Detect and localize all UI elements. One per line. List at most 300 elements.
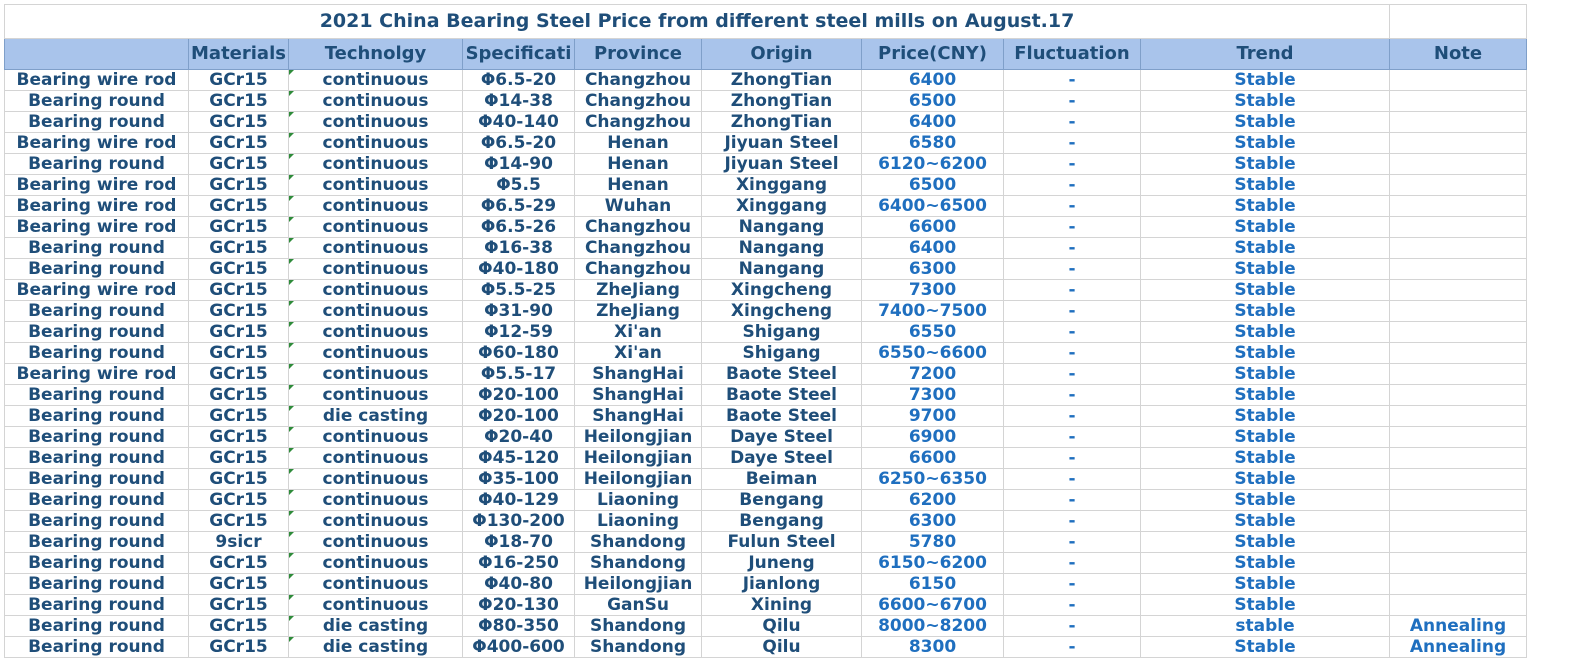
material-cell[interactable]: GCr15 xyxy=(189,217,289,238)
note-cell[interactable] xyxy=(1390,280,1527,301)
price-cell[interactable]: 6120~6200 xyxy=(862,154,1004,175)
technology-cell[interactable]: die casting xyxy=(289,406,463,427)
province-cell[interactable]: Changzhou xyxy=(575,238,702,259)
price-cell[interactable]: 8300 xyxy=(862,637,1004,658)
fluctuation-cell[interactable]: - xyxy=(1004,238,1141,259)
province-cell[interactable]: Heilongjian xyxy=(575,469,702,490)
material-cell[interactable]: GCr15 xyxy=(189,70,289,91)
specification-cell[interactable]: Φ400-600 xyxy=(463,637,575,658)
note-cell[interactable] xyxy=(1390,301,1527,322)
trend-cell[interactable]: Stable xyxy=(1141,343,1390,364)
province-cell[interactable]: Changzhou xyxy=(575,91,702,112)
province-cell[interactable]: Changzhou xyxy=(575,112,702,133)
technology-cell[interactable]: continuous xyxy=(289,595,463,616)
technology-cell[interactable]: continuous xyxy=(289,112,463,133)
material-cell[interactable]: GCr15 xyxy=(189,385,289,406)
province-cell[interactable]: Changzhou xyxy=(575,70,702,91)
trend-cell[interactable]: Stable xyxy=(1141,238,1390,259)
specification-cell[interactable]: Φ6.5-20 xyxy=(463,133,575,154)
technology-cell[interactable]: die casting xyxy=(289,637,463,658)
specification-cell[interactable]: Φ35-100 xyxy=(463,469,575,490)
origin-cell[interactable]: Baote Steel xyxy=(702,385,862,406)
material-cell[interactable]: GCr15 xyxy=(189,343,289,364)
technology-cell[interactable]: continuous xyxy=(289,490,463,511)
specification-cell[interactable]: Φ80-350 xyxy=(463,616,575,637)
technology-cell[interactable]: continuous xyxy=(289,385,463,406)
technology-cell[interactable]: continuous xyxy=(289,280,463,301)
technology-cell[interactable]: continuous xyxy=(289,217,463,238)
product-cell[interactable]: Bearing round xyxy=(5,490,189,511)
trend-cell[interactable]: Stable xyxy=(1141,112,1390,133)
province-cell[interactable]: Henan xyxy=(575,154,702,175)
province-cell[interactable]: Changzhou xyxy=(575,217,702,238)
specification-cell[interactable]: Φ20-130 xyxy=(463,595,575,616)
note-cell[interactable] xyxy=(1390,532,1527,553)
material-cell[interactable]: GCr15 xyxy=(189,301,289,322)
origin-cell[interactable]: Fulun Steel xyxy=(702,532,862,553)
specification-cell[interactable]: Φ130-200 xyxy=(463,511,575,532)
specification-cell[interactable]: Φ5.5-25 xyxy=(463,280,575,301)
trend-cell[interactable]: Stable xyxy=(1141,133,1390,154)
origin-cell[interactable]: Baote Steel xyxy=(702,364,862,385)
header-material[interactable]: Materials xyxy=(189,39,289,70)
price-cell[interactable]: 7400~7500 xyxy=(862,301,1004,322)
province-cell[interactable]: Shandong xyxy=(575,616,702,637)
trend-cell[interactable]: Stable xyxy=(1141,448,1390,469)
origin-cell[interactable]: Nangang xyxy=(702,238,862,259)
fluctuation-cell[interactable]: - xyxy=(1004,511,1141,532)
price-cell[interactable]: 6400 xyxy=(862,238,1004,259)
origin-cell[interactable]: Jiyuan Steel xyxy=(702,154,862,175)
material-cell[interactable]: GCr15 xyxy=(189,511,289,532)
price-cell[interactable]: 6600~6700 xyxy=(862,595,1004,616)
trend-cell[interactable]: stable xyxy=(1141,616,1390,637)
price-cell[interactable]: 6300 xyxy=(862,511,1004,532)
technology-cell[interactable]: continuous xyxy=(289,511,463,532)
trend-cell[interactable]: Stable xyxy=(1141,154,1390,175)
price-cell[interactable]: 6500 xyxy=(862,175,1004,196)
fluctuation-cell[interactable]: - xyxy=(1004,364,1141,385)
province-cell[interactable]: ZheJiang xyxy=(575,280,702,301)
note-cell[interactable] xyxy=(1390,574,1527,595)
trend-cell[interactable]: Stable xyxy=(1141,364,1390,385)
origin-cell[interactable]: Qilu xyxy=(702,616,862,637)
trend-cell[interactable]: Stable xyxy=(1141,91,1390,112)
technology-cell[interactable]: continuous xyxy=(289,91,463,112)
material-cell[interactable]: GCr15 xyxy=(189,133,289,154)
product-cell[interactable]: Bearing round xyxy=(5,91,189,112)
origin-cell[interactable]: ZhongTian xyxy=(702,112,862,133)
technology-cell[interactable]: continuous xyxy=(289,574,463,595)
note-cell[interactable] xyxy=(1390,511,1527,532)
technology-cell[interactable]: continuous xyxy=(289,70,463,91)
province-cell[interactable]: Heilongjian xyxy=(575,427,702,448)
price-cell[interactable]: 7300 xyxy=(862,280,1004,301)
technology-cell[interactable]: continuous xyxy=(289,448,463,469)
fluctuation-cell[interactable]: - xyxy=(1004,448,1141,469)
origin-cell[interactable]: Jiyuan Steel xyxy=(702,133,862,154)
specification-cell[interactable]: Φ12-59 xyxy=(463,322,575,343)
product-cell[interactable]: Bearing round xyxy=(5,448,189,469)
specification-cell[interactable]: Φ5.5-17 xyxy=(463,364,575,385)
header-product[interactable] xyxy=(5,39,189,70)
note-cell[interactable] xyxy=(1390,385,1527,406)
trend-cell[interactable]: Stable xyxy=(1141,322,1390,343)
origin-cell[interactable]: Juneng xyxy=(702,553,862,574)
technology-cell[interactable]: continuous xyxy=(289,322,463,343)
price-cell[interactable]: 6400 xyxy=(862,112,1004,133)
product-cell[interactable]: Bearing round xyxy=(5,259,189,280)
product-cell[interactable]: Bearing round xyxy=(5,427,189,448)
price-cell[interactable]: 5780 xyxy=(862,532,1004,553)
technology-cell[interactable]: continuous xyxy=(289,364,463,385)
note-cell[interactable] xyxy=(1390,91,1527,112)
fluctuation-cell[interactable]: - xyxy=(1004,406,1141,427)
material-cell[interactable]: GCr15 xyxy=(189,364,289,385)
header-trend[interactable]: Trend xyxy=(1141,39,1390,70)
fluctuation-cell[interactable]: - xyxy=(1004,637,1141,658)
material-cell[interactable]: GCr15 xyxy=(189,196,289,217)
province-cell[interactable]: Xi'an xyxy=(575,322,702,343)
table-row xyxy=(5,490,1527,511)
material-cell[interactable]: GCr15 xyxy=(189,406,289,427)
technology-cell[interactable]: continuous xyxy=(289,469,463,490)
origin-cell[interactable]: Xinggang xyxy=(702,175,862,196)
product-cell[interactable]: Bearing round xyxy=(5,574,189,595)
material-cell[interactable]: GCr15 xyxy=(189,427,289,448)
technology-cell[interactable]: continuous xyxy=(289,259,463,280)
specification-cell[interactable]: Φ6.5-26 xyxy=(463,217,575,238)
product-cell[interactable]: Bearing round xyxy=(5,469,189,490)
origin-cell[interactable]: Xingcheng xyxy=(702,301,862,322)
province-cell[interactable]: Shandong xyxy=(575,532,702,553)
province-cell[interactable]: Henan xyxy=(575,133,702,154)
specification-cell[interactable]: Φ14-90 xyxy=(463,154,575,175)
product-cell[interactable]: Bearing round xyxy=(5,637,189,658)
note-cell[interactable] xyxy=(1390,469,1527,490)
note-cell[interactable] xyxy=(1390,343,1527,364)
trend-cell[interactable]: Stable xyxy=(1141,469,1390,490)
specification-cell[interactable]: Φ45-120 xyxy=(463,448,575,469)
product-cell[interactable]: Bearing wire rod xyxy=(5,217,189,238)
origin-cell[interactable]: Daye Steel xyxy=(702,448,862,469)
price-cell[interactable]: 6600 xyxy=(862,217,1004,238)
fluctuation-cell[interactable]: - xyxy=(1004,343,1141,364)
material-cell[interactable]: GCr15 xyxy=(189,112,289,133)
note-cell[interactable] xyxy=(1390,154,1527,175)
trend-cell[interactable]: Stable xyxy=(1141,595,1390,616)
trend-cell[interactable]: Stable xyxy=(1141,511,1390,532)
price-cell[interactable]: 6150~6200 xyxy=(862,553,1004,574)
sheet-title[interactable]: 2021 China Bearing Steel Price from different steel mills on August.17 xyxy=(5,5,1390,39)
price-cell[interactable]: 6600 xyxy=(862,448,1004,469)
specification-cell[interactable]: Φ20-100 xyxy=(463,385,575,406)
product-cell[interactable]: Bearing round xyxy=(5,511,189,532)
table-row xyxy=(5,553,1527,574)
origin-cell[interactable]: Shigang xyxy=(702,322,862,343)
fluctuation-cell[interactable]: - xyxy=(1004,70,1141,91)
technology-cell[interactable]: continuous xyxy=(289,196,463,217)
note-cell[interactable] xyxy=(1390,70,1527,91)
province-cell[interactable]: Heilongjian xyxy=(575,448,702,469)
specification-cell[interactable]: Φ40-80 xyxy=(463,574,575,595)
table-row xyxy=(5,301,1527,322)
product-cell[interactable]: Bearing round xyxy=(5,154,189,175)
price-cell[interactable]: 6150 xyxy=(862,574,1004,595)
price-cell[interactable]: 9700 xyxy=(862,406,1004,427)
product-cell[interactable]: Bearing round xyxy=(5,532,189,553)
product-cell[interactable]: Bearing wire rod xyxy=(5,70,189,91)
note-cell[interactable] xyxy=(1390,427,1527,448)
note-cell[interactable] xyxy=(1390,259,1527,280)
trend-cell[interactable]: Stable xyxy=(1141,301,1390,322)
material-cell[interactable]: GCr15 xyxy=(189,490,289,511)
product-cell[interactable]: Bearing round xyxy=(5,238,189,259)
price-cell[interactable]: 6900 xyxy=(862,427,1004,448)
origin-cell[interactable]: Qilu xyxy=(702,637,862,658)
product-cell[interactable]: Bearing wire rod xyxy=(5,175,189,196)
trend-cell[interactable]: Stable xyxy=(1141,490,1390,511)
origin-cell[interactable]: Shigang xyxy=(702,343,862,364)
fluctuation-cell[interactable]: - xyxy=(1004,490,1141,511)
technology-cell[interactable]: die casting xyxy=(289,616,463,637)
specification-cell[interactable]: Φ40-129 xyxy=(463,490,575,511)
product-cell[interactable]: Bearing round xyxy=(5,301,189,322)
fluctuation-cell[interactable]: - xyxy=(1004,553,1141,574)
specification-cell[interactable]: Φ6.5-29 xyxy=(463,196,575,217)
table-row xyxy=(5,406,1527,427)
fluctuation-cell[interactable]: - xyxy=(1004,217,1141,238)
trend-cell[interactable]: Stable xyxy=(1141,280,1390,301)
trend-cell[interactable]: Stable xyxy=(1141,637,1390,658)
fluctuation-cell[interactable]: - xyxy=(1004,385,1141,406)
price-cell[interactable]: 6400~6500 xyxy=(862,196,1004,217)
header-specification[interactable]: Specificati xyxy=(463,39,575,70)
province-cell[interactable]: ZheJiang xyxy=(575,301,702,322)
product-cell[interactable]: Bearing wire rod xyxy=(5,364,189,385)
origin-cell[interactable]: ZhongTian xyxy=(702,70,862,91)
material-cell[interactable]: GCr15 xyxy=(189,595,289,616)
province-cell[interactable]: Shandong xyxy=(575,553,702,574)
province-cell[interactable]: ShangHai xyxy=(575,385,702,406)
fluctuation-cell[interactable]: - xyxy=(1004,133,1141,154)
origin-cell[interactable]: Beiman xyxy=(702,469,862,490)
trend-cell[interactable]: Stable xyxy=(1141,196,1390,217)
technology-cell[interactable]: continuous xyxy=(289,301,463,322)
material-cell[interactable]: GCr15 xyxy=(189,280,289,301)
province-cell[interactable]: Henan xyxy=(575,175,702,196)
specification-cell[interactable]: Φ18-70 xyxy=(463,532,575,553)
product-cell[interactable]: Bearing wire rod xyxy=(5,133,189,154)
header-note[interactable]: Note xyxy=(1390,39,1527,70)
trend-cell[interactable]: Stable xyxy=(1141,427,1390,448)
origin-cell[interactable]: Xingcheng xyxy=(702,280,862,301)
fluctuation-cell[interactable]: - xyxy=(1004,154,1141,175)
trend-cell[interactable]: Stable xyxy=(1141,406,1390,427)
origin-cell[interactable]: Baote Steel xyxy=(702,406,862,427)
header-province[interactable]: Province xyxy=(575,39,702,70)
product-cell[interactable]: Bearing round xyxy=(5,406,189,427)
fluctuation-cell[interactable]: - xyxy=(1004,196,1141,217)
fluctuation-cell[interactable]: - xyxy=(1004,532,1141,553)
province-cell[interactable]: Heilongjian xyxy=(575,574,702,595)
specification-cell[interactable]: Φ16-38 xyxy=(463,238,575,259)
specification-cell[interactable]: Φ14-38 xyxy=(463,91,575,112)
fluctuation-cell[interactable]: - xyxy=(1004,469,1141,490)
province-cell[interactable]: Changzhou xyxy=(575,259,702,280)
origin-cell[interactable]: Bengang xyxy=(702,511,862,532)
province-cell[interactable]: Liaoning xyxy=(575,490,702,511)
fluctuation-cell[interactable]: - xyxy=(1004,91,1141,112)
header-origin[interactable]: Origin xyxy=(702,39,862,70)
note-cell[interactable] xyxy=(1390,490,1527,511)
specification-cell[interactable]: Φ5.5 xyxy=(463,175,575,196)
note-cell[interactable] xyxy=(1390,238,1527,259)
technology-cell[interactable]: continuous xyxy=(289,133,463,154)
fluctuation-cell[interactable]: - xyxy=(1004,322,1141,343)
price-cell[interactable]: 6550 xyxy=(862,322,1004,343)
price-cell[interactable]: 8000~8200 xyxy=(862,616,1004,637)
origin-cell[interactable]: Daye Steel xyxy=(702,427,862,448)
technology-cell[interactable]: continuous xyxy=(289,238,463,259)
product-cell[interactable]: Bearing wire rod xyxy=(5,280,189,301)
province-cell[interactable]: GanSu xyxy=(575,595,702,616)
specification-cell[interactable]: Φ6.5-20 xyxy=(463,70,575,91)
product-cell[interactable]: Bearing round xyxy=(5,595,189,616)
origin-cell[interactable]: Nangang xyxy=(702,259,862,280)
material-cell[interactable]: GCr15 xyxy=(189,553,289,574)
specification-cell[interactable]: Φ60-180 xyxy=(463,343,575,364)
material-cell[interactable]: GCr15 xyxy=(189,637,289,658)
trend-cell[interactable]: Stable xyxy=(1141,532,1390,553)
fluctuation-cell[interactable]: - xyxy=(1004,175,1141,196)
material-cell[interactable]: GCr15 xyxy=(189,574,289,595)
origin-cell[interactable]: Xinggang xyxy=(702,196,862,217)
fluctuation-cell[interactable]: - xyxy=(1004,427,1141,448)
specification-cell[interactable]: Φ20-40 xyxy=(463,427,575,448)
material-cell[interactable]: GCr15 xyxy=(189,91,289,112)
product-cell[interactable]: Bearing round xyxy=(5,343,189,364)
product-cell[interactable]: Bearing round xyxy=(5,616,189,637)
province-cell[interactable]: Liaoning xyxy=(575,511,702,532)
price-spreadsheet xyxy=(4,4,1527,658)
price-cell[interactable]: 6400 xyxy=(862,70,1004,91)
material-cell[interactable]: GCr15 xyxy=(189,322,289,343)
material-cell[interactable]: GCr15 xyxy=(189,616,289,637)
table-row xyxy=(5,637,1527,658)
product-cell[interactable]: Bearing round xyxy=(5,322,189,343)
trend-cell[interactable]: Stable xyxy=(1141,175,1390,196)
fluctuation-cell[interactable]: - xyxy=(1004,301,1141,322)
material-cell[interactable]: GCr15 xyxy=(189,469,289,490)
title-empty-cell[interactable] xyxy=(1390,5,1527,39)
fluctuation-cell[interactable]: - xyxy=(1004,280,1141,301)
technology-cell[interactable]: continuous xyxy=(289,154,463,175)
origin-cell[interactable]: Bengang xyxy=(702,490,862,511)
specification-cell[interactable]: Φ20-100 xyxy=(463,406,575,427)
note-cell[interactable] xyxy=(1390,217,1527,238)
note-cell[interactable] xyxy=(1390,553,1527,574)
product-cell[interactable]: Bearing round xyxy=(5,553,189,574)
origin-cell[interactable]: Nangang xyxy=(702,217,862,238)
trend-cell[interactable]: Stable xyxy=(1141,259,1390,280)
technology-cell[interactable]: continuous xyxy=(289,427,463,448)
product-cell[interactable]: Bearing wire rod xyxy=(5,196,189,217)
trend-cell[interactable]: Stable xyxy=(1141,385,1390,406)
specification-cell[interactable]: Φ40-140 xyxy=(463,112,575,133)
note-cell[interactable] xyxy=(1390,595,1527,616)
province-cell[interactable]: Wuhan xyxy=(575,196,702,217)
price-cell[interactable]: 6300 xyxy=(862,259,1004,280)
province-cell[interactable]: ShangHai xyxy=(575,364,702,385)
price-cell[interactable]: 7200 xyxy=(862,364,1004,385)
header-technology[interactable]: Technolgy xyxy=(289,39,463,70)
trend-cell[interactable]: Stable xyxy=(1141,217,1390,238)
province-cell[interactable]: Shandong xyxy=(575,637,702,658)
origin-cell[interactable]: Jianlong xyxy=(702,574,862,595)
origin-cell[interactable]: Xining xyxy=(702,595,862,616)
trend-cell[interactable]: Stable xyxy=(1141,574,1390,595)
material-cell[interactable]: GCr15 xyxy=(189,175,289,196)
price-cell[interactable]: 7300 xyxy=(862,385,1004,406)
table-row xyxy=(5,574,1527,595)
note-cell[interactable] xyxy=(1390,112,1527,133)
origin-cell[interactable]: ZhongTian xyxy=(702,91,862,112)
fluctuation-cell[interactable]: - xyxy=(1004,616,1141,637)
product-cell[interactable]: Bearing round xyxy=(5,112,189,133)
material-cell[interactable]: 9sicr xyxy=(189,532,289,553)
material-cell[interactable]: GCr15 xyxy=(189,154,289,175)
trend-cell[interactable]: Stable xyxy=(1141,553,1390,574)
specification-cell[interactable]: Φ16-250 xyxy=(463,553,575,574)
note-cell[interactable] xyxy=(1390,322,1527,343)
note-cell[interactable] xyxy=(1390,406,1527,427)
material-cell[interactable]: GCr15 xyxy=(189,259,289,280)
note-cell[interactable]: Annealing xyxy=(1390,616,1527,637)
product-cell[interactable]: Bearing round xyxy=(5,385,189,406)
fluctuation-cell[interactable]: - xyxy=(1004,112,1141,133)
material-cell[interactable]: GCr15 xyxy=(189,448,289,469)
note-cell[interactable] xyxy=(1390,196,1527,217)
technology-cell[interactable]: continuous xyxy=(289,532,463,553)
note-cell[interactable]: Annealing xyxy=(1390,637,1527,658)
note-cell[interactable] xyxy=(1390,175,1527,196)
specification-cell[interactable]: Φ40-180 xyxy=(463,259,575,280)
price-cell[interactable]: 6550~6600 xyxy=(862,343,1004,364)
specification-cell[interactable]: Φ31-90 xyxy=(463,301,575,322)
note-cell[interactable] xyxy=(1390,364,1527,385)
province-cell[interactable]: ShangHai xyxy=(575,406,702,427)
price-cell[interactable]: 6580 xyxy=(862,133,1004,154)
header-row xyxy=(5,39,1527,70)
header-price[interactable]: Price(CNY) xyxy=(862,39,1004,70)
technology-cell[interactable]: continuous xyxy=(289,343,463,364)
technology-cell[interactable]: continuous xyxy=(289,553,463,574)
province-cell[interactable]: Xi'an xyxy=(575,343,702,364)
price-cell[interactable]: 6200 xyxy=(862,490,1004,511)
note-cell[interactable] xyxy=(1390,448,1527,469)
trend-cell[interactable]: Stable xyxy=(1141,70,1390,91)
note-cell[interactable] xyxy=(1390,133,1527,154)
fluctuation-cell[interactable]: - xyxy=(1004,259,1141,280)
fluctuation-cell[interactable]: - xyxy=(1004,574,1141,595)
price-cell[interactable]: 6500 xyxy=(862,91,1004,112)
technology-cell[interactable]: continuous xyxy=(289,175,463,196)
price-cell[interactable]: 6250~6350 xyxy=(862,469,1004,490)
material-cell[interactable]: GCr15 xyxy=(189,238,289,259)
header-fluctuation[interactable]: Fluctuation xyxy=(1004,39,1141,70)
fluctuation-cell[interactable]: - xyxy=(1004,595,1141,616)
